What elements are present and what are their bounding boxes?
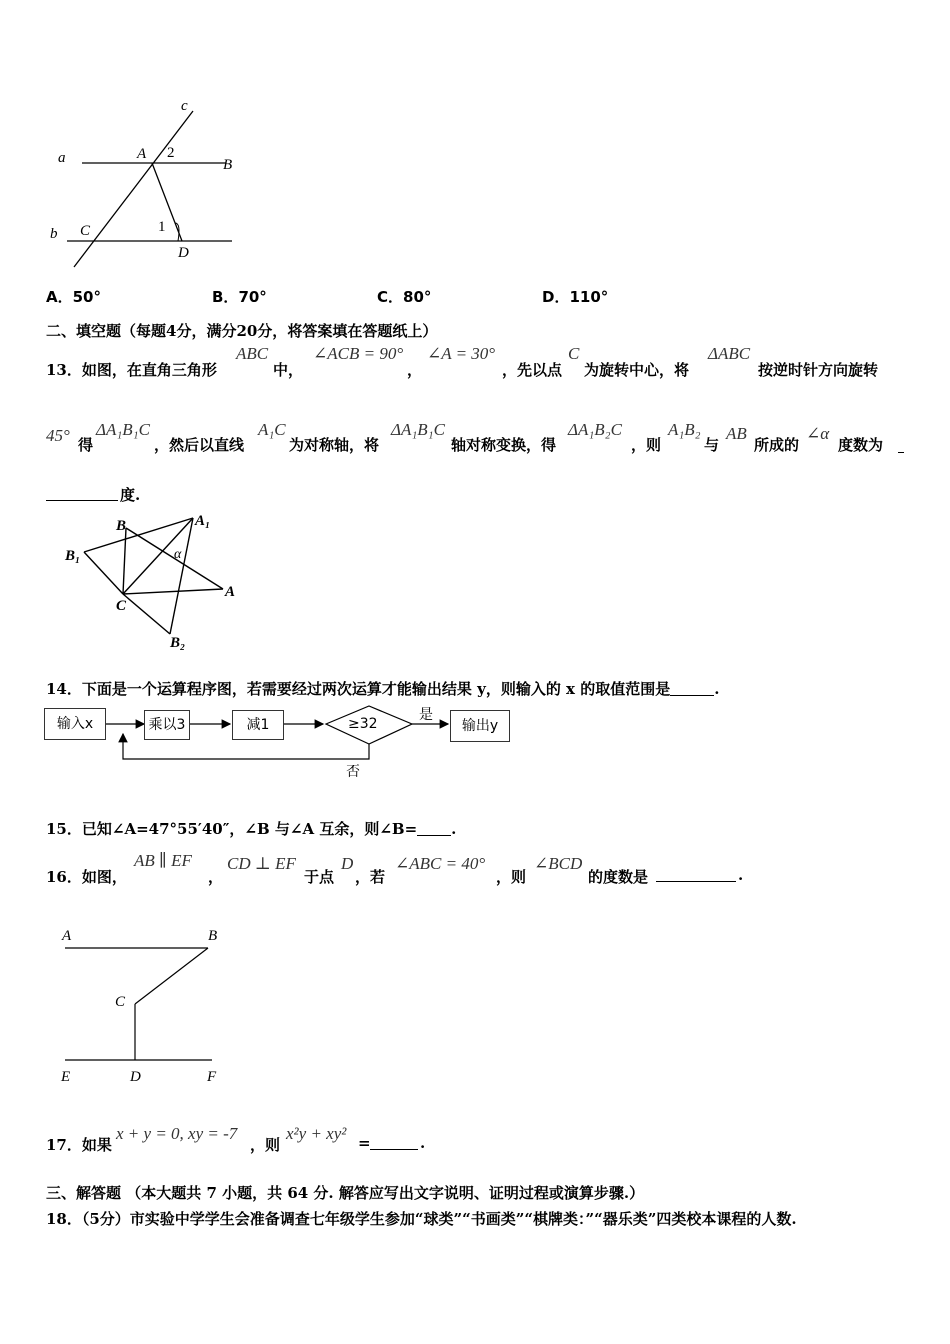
label-B: B (223, 157, 233, 173)
q16-end: . (738, 866, 744, 884)
label-B1: B₁ (65, 548, 81, 564)
q13-text-rotation-center: 为旋转中心，将 (584, 361, 690, 379)
option-b[interactable] (212, 286, 267, 307)
label-1: 1 (158, 219, 166, 235)
q17-equals: = (358, 1134, 371, 1152)
flowchart-no-label: 否 (346, 764, 360, 780)
q16-text-degree: 的度数是 (588, 868, 649, 886)
label-C: C (115, 994, 126, 1010)
q13-math-c: C (568, 344, 580, 363)
q13-math-abc: ABC (236, 344, 269, 363)
q13-comma: ， (407, 361, 423, 379)
flowchart-multiply-box: 乘以3 (144, 710, 190, 740)
q14-text: 14．下面是一个运算程序图，若需要经过两次运算才能输出结果 y，则输入的 x 的取值范围是 (46, 680, 671, 698)
figure-q13-rotated-triangles (60, 510, 260, 655)
q15-answer-blank[interactable] (417, 821, 451, 836)
q13-math-alpha: ∠α (806, 424, 830, 443)
q13-line1 (46, 344, 916, 384)
option-b-value: 70° (238, 288, 267, 306)
label-F: F (207, 1069, 217, 1085)
flowchart-subtract-box: 减1 (232, 710, 284, 740)
q16-comma: ， (208, 868, 224, 886)
option-b-letter: B． (212, 288, 239, 306)
option-c-value: 80° (403, 288, 432, 306)
label-A: A (225, 584, 236, 600)
q13-text-ze: ，则 (631, 436, 662, 454)
q15-question (46, 818, 456, 839)
q17-end: . (420, 1134, 426, 1152)
flowchart-yes-label: 是 (419, 707, 433, 723)
label-a: a (58, 150, 66, 166)
q13-text-xianyi: ，先以点 (502, 361, 563, 379)
label-C: C (80, 223, 91, 239)
q16-text-at-point: 于点 (304, 868, 335, 886)
q13-math-45: 45° (46, 426, 70, 445)
q13-math-acb: ∠ACB = 90° (313, 344, 404, 363)
q16-math-d: D (341, 854, 354, 873)
q16-math-cd-perp-ef: CD ⊥ EF (227, 854, 296, 873)
label-E: E (61, 1069, 71, 1085)
label-B: B (116, 518, 127, 534)
q17-text-then: ，则 (250, 1136, 281, 1154)
section-3-title: 三、解答题 （本大题共 7 小题，共 64 分. 解答应写出文字说明、证明过程或演算步骤.） (46, 1184, 645, 1202)
q16-text-if: ，若 (355, 868, 386, 886)
q17-line (46, 1122, 916, 1162)
q17-answer-blank[interactable] (370, 1134, 418, 1150)
q13-math-triangle-abc: ΔABC (708, 344, 751, 363)
q13-answer-blank[interactable] (46, 482, 118, 501)
option-a-value: 50° (72, 288, 101, 306)
label-B2: B₂ (170, 635, 186, 651)
label-alpha: α (174, 547, 182, 562)
q13-text-then-line: ，然后以直线 (154, 436, 245, 454)
option-d-value: 110° (569, 288, 609, 306)
option-a[interactable] (46, 286, 101, 307)
q13-text-zhong: 中， (273, 361, 304, 379)
q16-math-ab-parallel-ef: AB ∥ EF (134, 851, 192, 870)
label-D: D (130, 1069, 141, 1085)
q18-text: 18．（5分）市实验中学学生会准备调查七年级学生参加“球类”“书画类”“棋牌类：”“器乐类”四类校本课程的人数. (46, 1210, 797, 1228)
q13-text-degree-is: 度数为 (838, 436, 884, 454)
q13-text-de: 得 (78, 436, 94, 454)
label-B: B (208, 928, 218, 944)
flowchart-condition-label: ≥32 (348, 716, 378, 732)
label-C: C (116, 598, 127, 614)
q17-math-condition: x + y = 0, xy = -7 (116, 1124, 238, 1143)
q14-answer-blank[interactable] (670, 681, 714, 696)
label-2: 2 (167, 145, 175, 161)
q13-math-a30: ∠A = 30° (427, 344, 496, 363)
q16-answer-blank[interactable] (656, 866, 736, 882)
label-A: A (62, 928, 72, 944)
q16-math-abc40: ∠ABC = 40° (395, 854, 486, 873)
q13-text-symmetric: 轴对称变换，得 (451, 436, 557, 454)
figure-q12-parallel-lines (40, 95, 250, 275)
option-d-letter: D． (542, 288, 570, 306)
q13-text-axis: 为对称轴，将 (289, 436, 380, 454)
label-b: b (50, 226, 58, 242)
option-a-letter: A． (46, 288, 73, 306)
q13-math-triangle-a1b1c-2: ΔA₁B₁C (391, 420, 445, 439)
q13-text-counterclockwise: 按逆时针方向旋转 (758, 361, 879, 379)
label-A1: A₁ (195, 513, 211, 529)
label-c: c (181, 98, 188, 114)
label-D: D (178, 245, 189, 261)
q16-number: 16．如图， (46, 868, 127, 886)
q15-text: 15．已知∠A=47°55′40″，∠B 与∠A 互余，则∠B= (46, 820, 418, 838)
q15-end: . (451, 820, 457, 838)
q14-question (46, 678, 719, 699)
option-d[interactable] (542, 286, 608, 307)
q17-number: 17．如果 (46, 1136, 112, 1154)
flowchart-output-box: 输出y (450, 710, 510, 742)
flowchart-input-box: 输入x (44, 708, 106, 740)
q13-text-du: 度. (120, 486, 141, 504)
q17-math-expression: x²y + xy² (286, 1124, 347, 1143)
q16-line (46, 848, 916, 888)
q13-answer-blank-start[interactable] (898, 434, 904, 453)
q13-text-yu: 与 (704, 436, 720, 454)
label-A: A (137, 146, 147, 162)
q13-math-ab: AB (726, 424, 747, 443)
q16-text-then: ，则 (496, 868, 527, 886)
q13-math-a1c: A₁C (258, 420, 286, 439)
section-2-title: 二、填空题（每题4分，满分20分，将答案填在答题纸上） (46, 322, 438, 340)
q14-end: . (714, 680, 720, 698)
q13-math-triangle-a1b1c: ΔA₁B₁C (96, 420, 150, 439)
q13-math-triangle-a1b2c: ΔA₁B₂C (568, 420, 622, 439)
q13-line2 (46, 420, 916, 460)
q13-text-formed: 所成的 (754, 436, 800, 454)
q13-number: 13．如图，在直角三角形 (46, 361, 217, 379)
q13-math-a1b2: A₁B₂ (668, 420, 701, 439)
figure-q16 (55, 920, 235, 1090)
q16-math-bcd: ∠BCD (534, 854, 583, 873)
option-c-letter: C． (377, 288, 404, 306)
option-c[interactable] (377, 286, 431, 307)
